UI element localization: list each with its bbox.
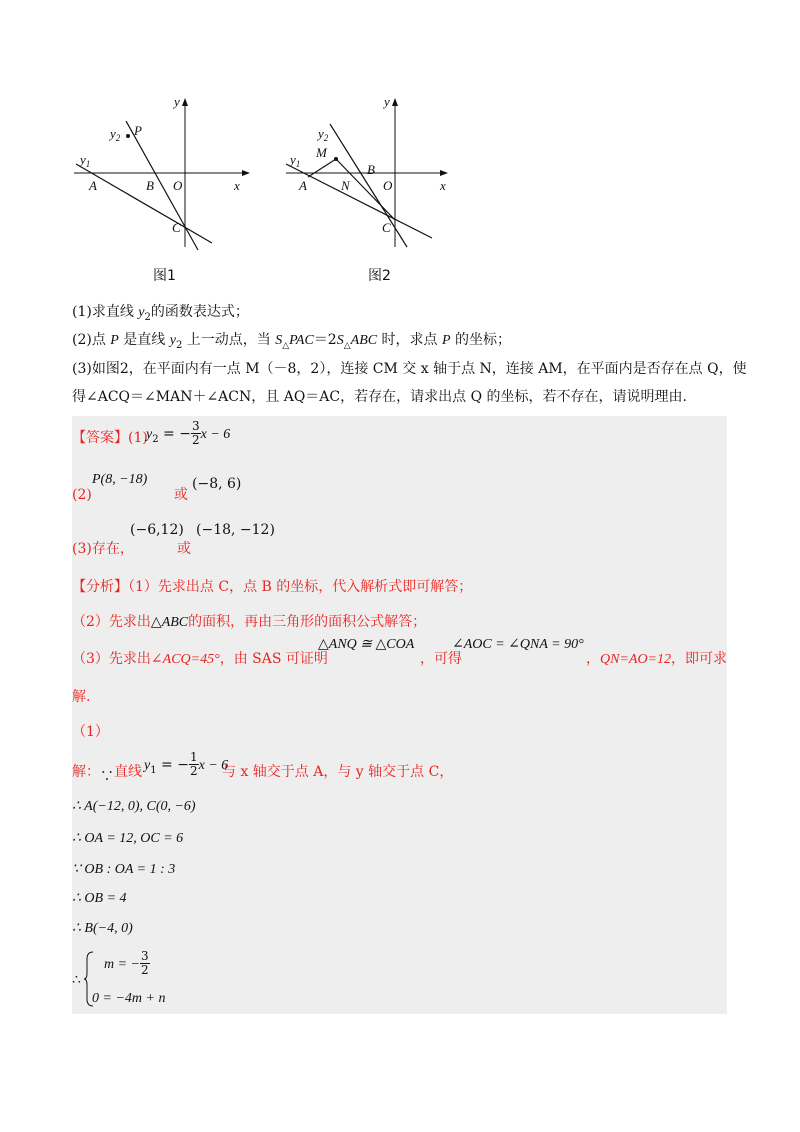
figure-1-label-a: A (89, 178, 97, 193)
solution-step-3: ∵ OB : OA = 1 : 3 (72, 862, 176, 877)
solution-step-4: ∴ OB = 4 (72, 891, 127, 906)
answer-2-alt: (−8, 6) (192, 476, 242, 492)
analysis-angle-eq: ∠AOC = ∠QNA = 90° (452, 637, 584, 652)
figure-2-label-a: A (299, 178, 307, 193)
question-1: (1)求直线 $y_2$的函数表达式； (72, 304, 249, 323)
figure-2-label-y2: $y_2$ (318, 126, 329, 143)
figure-1-label-y2: $y_2$ (110, 126, 121, 143)
analysis-line-3: （3）先求出∠ACQ=45°，由 SAS 可证明 (72, 651, 328, 667)
figure-1-label-p: P (134, 123, 142, 138)
figure-2-label-n: N (341, 178, 350, 193)
question-3-line-2: 得∠ACQ＝∠MAN＋∠ACN，且 AQ＝AC，若存在，请求出点 Q 的坐标，若不存在，请说明理由. (72, 389, 687, 405)
solution-line-formula: $y_1$ = − $\frac{1}{2}$ x − 6 (144, 750, 229, 778)
answer-3-point-2: (−18, −12) (196, 522, 275, 538)
figure-2-label-y-axis: y (384, 94, 390, 109)
answer-2-label: (2) (72, 487, 92, 503)
figure-2-label-b: B (367, 162, 375, 177)
analysis-line-3-tail: ，QN=AO=12，即可求 (586, 651, 728, 667)
question-2: (2)点 P 是直线 $y_2$ 上一动点，当 $S_\triangle PAC=2S_\triangle ABC$ 时，求点 P 的坐标； (72, 332, 512, 351)
analysis-line-2: （2）先求出△ABC的面积，再由三角形的面积公式解答； (72, 614, 427, 630)
solution-step-2: ∴ OA = 12, OC = 6 (72, 831, 184, 846)
solution-step-5: ∴ B(−4, 0) (72, 921, 133, 936)
answer-3-or: 或 (177, 541, 191, 557)
figure-2-label-c: C (382, 220, 391, 235)
figure-1-point-p (126, 134, 130, 138)
figure-1-caption: 图1 (153, 268, 176, 284)
system-equation-1: m = − $\frac{3}{2}$ (104, 949, 149, 977)
solution-system-therefore: ∴ (72, 972, 81, 988)
figure-1-label-b: B (146, 178, 154, 193)
figure-1-line-y1 (76, 164, 212, 243)
figure-1-label-y-axis: y (174, 94, 180, 109)
figure-1-label-y1: $y_1$ (80, 152, 91, 169)
figure-2-label-y1: $y_1$ (290, 152, 301, 169)
question-3-line-1: (3)如图2，在平面内有一点 M（－8，2），连接 CM 交 x 轴于点 N，连接 AM，在平面内是否存在点 Q，使 (72, 361, 747, 377)
solution-intro-tail: 与 x 轴交于点 A，与 y 轴交于点 C， (222, 764, 454, 780)
system-equation-2: 0 = −4m + n (92, 991, 166, 1006)
figure-2-label-x-axis: x (440, 178, 446, 193)
figure-1 (70, 92, 260, 292)
answer-panel (72, 416, 727, 1014)
answer-2-or: 或 (174, 487, 188, 503)
analysis-line-3-c: ，可得 (420, 651, 462, 667)
analysis-congruence: △ANQ ≅ △COA (318, 637, 415, 652)
solution-intro: 解：∵直线 (72, 764, 142, 785)
answer-3-point-1: (−6,12) (130, 522, 184, 538)
figure-2-point-m (334, 157, 338, 161)
figure-2 (280, 92, 470, 292)
figure-1-label-x-axis: x (234, 178, 240, 193)
figure-1-axes (74, 98, 250, 247)
figure-1-label-o: O (173, 178, 183, 193)
figure-2-caption: 图2 (368, 268, 391, 284)
figure-2-line-y1 (286, 164, 432, 238)
solution-part-1: （1） (72, 724, 109, 740)
solution-step-1: ∴ A(−12, 0), C(0, −6) (72, 799, 196, 814)
answer-2-point-p: P(8, −18) (92, 472, 148, 487)
figure-1-label-c: C (172, 220, 181, 235)
figure-1-line-y2 (126, 121, 198, 250)
analysis-line-1: 【分析】（1）先求出点 C，点 B 的坐标，代入解析式即可解答； (72, 579, 473, 595)
figure-2-segment-am (308, 159, 336, 177)
figure-2-label-m: M (316, 145, 327, 160)
answer-line-1: 【答案】(1) (72, 430, 148, 446)
answer-1-formula: $y_2$ = − $\frac{3}{2}$ x − 6 (146, 419, 231, 447)
answer-3-label: (3)存在， (72, 541, 134, 557)
figure-2-label-o: O (383, 178, 393, 193)
analysis-line-4: 解. (72, 689, 91, 705)
